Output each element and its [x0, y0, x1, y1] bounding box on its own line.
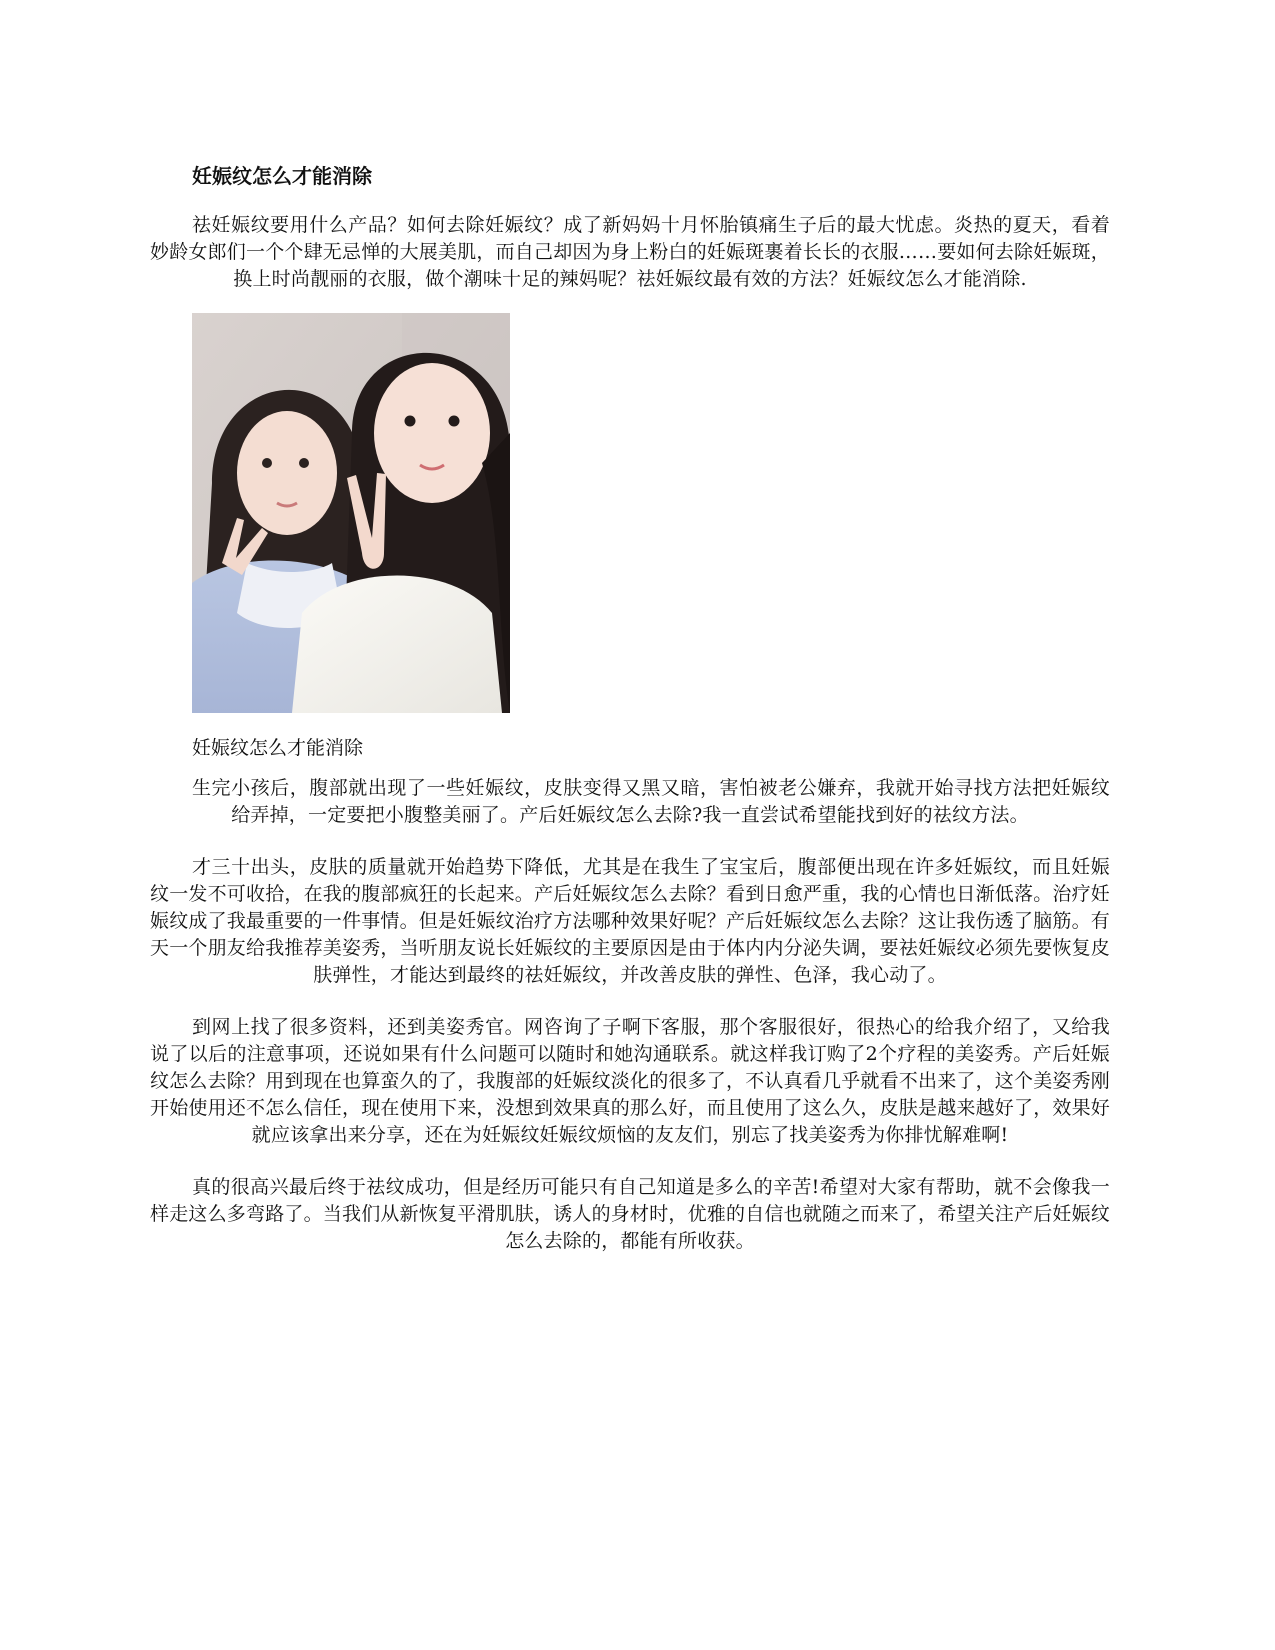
body-paragraph-1: 生完小孩后，腹部就出现了一些妊娠纹，皮肤变得又黑又暗，害怕被老公嫌弃，我就开始寻找方法把妊娠纹给弄掉，一定要把小腹整美丽了。产后妊娠纹怎么去除?我一直尝试希望能找到好的祛纹方法。 [192, 777, 1110, 826]
body-paragraph-2: 才三十出头，皮肤的质量就开始趋势下降低，尤其是在我生了宝宝后，腹部便出现在许多妊娠纹，而且妊娠纹一发不可收拾，在我的腹部疯狂的长起来。产后妊娠纹怎么去除？看到日愈严重，我的心情也日渐低落。治疗妊娠纹成了我最重要的一件事情。但是妊娠纹治疗方法哪种效果好呢？产后妊娠纹怎么去除？这让我伤透了脑筋。有天一个朋友给我推荐美姿秀，当听朋友说长妊娠纹的主要原因是由于体内内分泌失调，要祛妊娠纹必须先要恢复皮肤弹性，才能达到最终的祛妊娠纹，并改善皮肤的弹性、色泽，我心动了。 [150, 856, 1111, 986]
body-paragraph-3: 到网上找了很多资料，还到美姿秀官。网咨询了子啊下客服，那个客服很好，很热心的给我介绍了，又给我说了以后的注意事项，还说如果有什么问题可以随时和她沟通联系。就这样我订购了2个疗程的美姿秀。产后妊娠纹怎么去除？用到现在也算蛮久的了，我腹部的妊娠纹淡化的很多了，不认真看几乎就看不出来了，这个美姿秀刚开始使用还不怎么信任，现在使用下来，没想到效果真的那么好，而且使用了这么久，皮肤是越来越好了，效果好就应该拿出来分享，还在为妊娠纹妊娠纹烦恼的友友们，别忘了找美姿秀为你排忧解难啊! [150, 1016, 1111, 1146]
image-caption: 妊娠纹怎么才能消除 [192, 737, 364, 759]
article-photo [192, 313, 510, 713]
document-page [150, 150, 1110, 1255]
intro-paragraph: 祛妊娠纹要用什么产品？如何去除妊娠纹？成了新妈妈十月怀胎镇痛生子后的最大忧虑。炎热的夏天，看着妙龄女郎们一个个肆无忌惮的大展美肌，而自己却因为身上粉白的妊娠斑裹着长长的衣服……要如何去除妊娠斑，换上时尚靓丽的衣服，做个潮味十足的辣妈呢？祛妊娠纹最有效的方法？妊娠纹怎么才能消除. [150, 214, 1111, 290]
body-paragraph-4: 真的很高兴最后终于祛纹成功，但是经历可能只有自己知道是多么的辛苦!希望对大家有帮助，就不会像我一样走这么多弯路了。当我们从新恢复平滑肌肤，诱人的身材时，优雅的自信也就随之而来了，希望关注产后妊娠纹怎么去除的，都能有所收获。 [150, 1176, 1111, 1252]
article-title: 妊娠纹怎么才能消除 [192, 164, 372, 188]
